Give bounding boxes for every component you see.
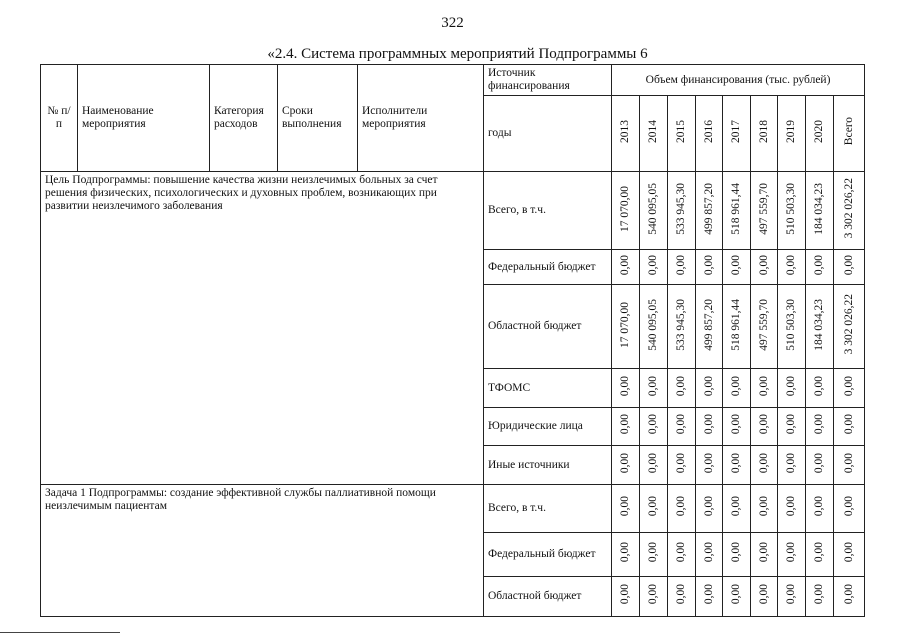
funding-value: 0,00: [730, 496, 742, 517]
funding-value-cell: [668, 172, 696, 250]
funding-source-label: ТФОМС: [484, 369, 612, 408]
funding-value: 0,00: [619, 452, 631, 474]
funding-table: [40, 64, 865, 617]
funding-value: 0,00: [702, 452, 715, 474]
table-row: [41, 172, 865, 250]
funding-value-cell: [834, 172, 865, 250]
funding-value-cell: [696, 250, 723, 285]
header-executors: Исполнители мероприятия: [358, 65, 484, 172]
header-funding-volume: Объем финансирования (тыс. рублей): [612, 65, 865, 96]
funding-value: 0,00: [785, 414, 797, 435]
funding-value: 0,00: [647, 254, 659, 276]
header-year-label: 2017: [730, 120, 742, 143]
funding-value: 0,00: [730, 414, 742, 435]
funding-value: 0,00: [702, 414, 715, 435]
funding-value-cell: [834, 533, 865, 577]
funding-value-cell: [806, 533, 834, 577]
funding-value: 0,00: [619, 414, 631, 435]
funding-value: 0,00: [730, 254, 742, 276]
funding-source-label: Областной бюджет: [484, 285, 612, 369]
funding-value: 0,00: [619, 496, 631, 517]
header-num: № п/п: [41, 65, 78, 172]
funding-value-cell: [696, 446, 723, 485]
funding-value: 0,00: [730, 584, 742, 605]
funding-value: 0,00: [785, 584, 797, 605]
header-category: Категория расходов: [210, 65, 278, 172]
funding-value: 0,00: [730, 452, 742, 474]
funding-value: 3 302 026,22: [842, 178, 855, 239]
funding-value: 0,00: [619, 542, 631, 563]
funding-value: 184 034,23: [813, 182, 825, 235]
funding-value: 0,00: [842, 375, 855, 397]
funding-value-cell: [751, 250, 778, 285]
funding-value-cell: [668, 533, 696, 577]
funding-value-cell: [723, 577, 751, 617]
funding-value: 0,00: [813, 496, 825, 517]
funding-value: 0,00: [757, 375, 770, 397]
funding-value: 0,00: [675, 584, 687, 605]
funding-value-cell: [640, 250, 668, 285]
funding-value-cell: [778, 285, 806, 369]
funding-value-cell: [640, 369, 668, 408]
funding-value: 0,00: [619, 375, 631, 397]
funding-value-cell: [723, 533, 751, 577]
funding-value: 540 095,05: [647, 182, 659, 235]
header-year: [612, 96, 640, 172]
funding-value-cell: [640, 533, 668, 577]
funding-value-cell: [696, 577, 723, 617]
header-funding-source: Источник финансирования: [484, 65, 612, 96]
header-years-label: годы: [484, 96, 612, 172]
header-year: [640, 96, 668, 172]
funding-value: 0,00: [813, 584, 825, 605]
funding-value-cell: [778, 250, 806, 285]
funding-value-cell: [612, 250, 640, 285]
funding-value-cell: [612, 577, 640, 617]
funding-value: 497 559,70: [757, 182, 770, 235]
funding-value: 0,00: [813, 414, 825, 435]
funding-value: 0,00: [675, 254, 687, 276]
header-year-label: 2013: [619, 120, 631, 143]
funding-value-cell: [751, 446, 778, 485]
funding-value: 0,00: [757, 542, 770, 563]
funding-value-cell: [723, 485, 751, 533]
funding-value-cell: [751, 577, 778, 617]
funding-value-cell: [806, 250, 834, 285]
funding-value-cell: [834, 369, 865, 408]
document-title: «2.4. Система программных мероприятий Подпрограммы 6: [267, 46, 648, 62]
funding-value-cell: [751, 369, 778, 408]
funding-value: 0,00: [842, 584, 855, 605]
funding-value-cell: [612, 172, 640, 250]
funding-value-cell: [751, 533, 778, 577]
funding-value-cell: [778, 172, 806, 250]
header-year-label: 2018: [757, 120, 770, 143]
funding-value: 0,00: [757, 452, 770, 474]
funding-value: 0,00: [757, 254, 770, 276]
funding-value-cell: [640, 485, 668, 533]
funding-value-cell: [668, 285, 696, 369]
funding-value: 0,00: [730, 542, 742, 563]
funding-value: 0,00: [702, 496, 715, 517]
funding-value: 0,00: [619, 584, 631, 605]
footer-rule: [0, 632, 120, 633]
funding-value: 0,00: [785, 496, 797, 517]
funding-value-cell: [778, 446, 806, 485]
funding-source-label: Федеральный бюджет: [484, 533, 612, 577]
funding-value-cell: [612, 533, 640, 577]
funding-value-cell: [612, 369, 640, 408]
funding-value: 0,00: [702, 375, 715, 397]
funding-value-cell: [778, 485, 806, 533]
funding-value-cell: [640, 408, 668, 446]
funding-value: 499 857,20: [702, 298, 715, 351]
funding-value: 0,00: [675, 414, 687, 435]
funding-value-cell: [806, 408, 834, 446]
header-year: [778, 96, 806, 172]
funding-value-cell: [778, 533, 806, 577]
funding-source-label: Федеральный бюджет: [484, 250, 612, 285]
funding-value-cell: [668, 250, 696, 285]
funding-value: 3 302 026,22: [842, 294, 855, 355]
funding-value-cell: [834, 285, 865, 369]
funding-value-cell: [751, 285, 778, 369]
funding-value-cell: [723, 369, 751, 408]
funding-value-cell: [723, 446, 751, 485]
funding-value-cell: [696, 172, 723, 250]
header-year: [834, 96, 865, 172]
header-year: [696, 96, 723, 172]
funding-value: 510 503,30: [785, 298, 797, 351]
funding-value-cell: [696, 533, 723, 577]
funding-value: 0,00: [785, 542, 797, 563]
funding-value: 0,00: [647, 496, 659, 517]
funding-value: 0,00: [785, 254, 797, 276]
header-name: Наименование мероприятия: [78, 65, 210, 172]
funding-value: 497 559,70: [757, 298, 770, 351]
funding-value: 0,00: [619, 254, 631, 276]
funding-value-cell: [723, 250, 751, 285]
funding-value-cell: [612, 485, 640, 533]
header-year-label: Всего: [842, 117, 855, 146]
header-year: [806, 96, 834, 172]
header-year-label: 2016: [702, 120, 715, 143]
funding-value-cell: [640, 172, 668, 250]
funding-value-cell: [806, 172, 834, 250]
page-number: 322: [441, 15, 464, 31]
funding-value-cell: [668, 408, 696, 446]
header-year: [751, 96, 778, 172]
funding-value: 0,00: [757, 496, 770, 517]
funding-value-cell: [751, 408, 778, 446]
funding-value-cell: [696, 485, 723, 533]
funding-value: 533 945,30: [675, 182, 687, 235]
funding-value-cell: [668, 577, 696, 617]
funding-value: 499 857,20: [702, 182, 715, 235]
funding-value: 0,00: [675, 375, 687, 397]
funding-value: 184 034,23: [813, 298, 825, 351]
funding-value: 0,00: [702, 254, 715, 276]
funding-value: 0,00: [730, 375, 742, 397]
funding-value-cell: [723, 172, 751, 250]
funding-value: 0,00: [813, 375, 825, 397]
funding-value-cell: [696, 408, 723, 446]
goal-description: Цель Подпрограммы: повышение качества жизни неизлечимых больных за счет решения физических, психологических и духовных проблем, возникающих при развитии неизлечимого заболевания: [41, 172, 484, 485]
funding-value: 0,00: [842, 414, 855, 435]
funding-value: 0,00: [842, 254, 855, 276]
header-year-label: 2014: [647, 120, 659, 143]
header-year-label: 2020: [813, 120, 825, 143]
funding-value-cell: [806, 577, 834, 617]
funding-value: 0,00: [785, 452, 797, 474]
funding-value: 0,00: [757, 414, 770, 435]
funding-value-cell: [612, 408, 640, 446]
funding-value: 518 961,44: [730, 182, 742, 235]
funding-value: 0,00: [647, 584, 659, 605]
funding-value: 0,00: [702, 584, 715, 605]
funding-value-cell: [751, 172, 778, 250]
task-description: Задача 1 Подпрограммы: создание эффективной службы паллиативной помощи неизлечимым пациентам: [41, 485, 484, 617]
funding-value-cell: [806, 485, 834, 533]
funding-value-cell: [612, 285, 640, 369]
funding-value: 540 095,05: [647, 298, 659, 351]
funding-value-cell: [778, 577, 806, 617]
funding-value: 0,00: [813, 452, 825, 474]
funding-value: 0,00: [647, 375, 659, 397]
funding-value: 17 070,00: [619, 185, 631, 232]
funding-value: 0,00: [702, 542, 715, 563]
funding-value-cell: [723, 408, 751, 446]
funding-value-cell: [640, 446, 668, 485]
funding-value-cell: [778, 369, 806, 408]
funding-value: 0,00: [842, 452, 855, 474]
header-year: [668, 96, 696, 172]
funding-value-cell: [834, 250, 865, 285]
funding-value-cell: [668, 446, 696, 485]
funding-value: 0,00: [675, 496, 687, 517]
funding-source-label: Всего, в т.ч.: [484, 172, 612, 250]
funding-value: 0,00: [813, 542, 825, 563]
header-year-label: 2015: [675, 120, 687, 143]
funding-value-cell: [806, 446, 834, 485]
funding-value: 533 945,30: [675, 298, 687, 351]
funding-value-cell: [806, 285, 834, 369]
funding-value-cell: [778, 408, 806, 446]
funding-source-label: Юридические лица: [484, 408, 612, 446]
funding-value-cell: [640, 577, 668, 617]
table-row: [41, 485, 865, 533]
funding-value-cell: [806, 369, 834, 408]
funding-value-cell: [751, 485, 778, 533]
funding-value: 0,00: [675, 452, 687, 474]
funding-value: 0,00: [675, 542, 687, 563]
header-terms: Сроки выполнения: [278, 65, 358, 172]
funding-value-cell: [640, 285, 668, 369]
funding-value: 510 503,30: [785, 182, 797, 235]
header-year: [723, 96, 751, 172]
funding-value: 518 961,44: [730, 298, 742, 351]
header-row-1: [41, 65, 865, 96]
funding-value: 0,00: [842, 542, 855, 563]
header-year-label: 2019: [785, 120, 797, 143]
funding-source-label: Всего, в т.ч.: [484, 485, 612, 533]
funding-value: 0,00: [757, 584, 770, 605]
funding-value-cell: [723, 285, 751, 369]
funding-value-cell: [834, 408, 865, 446]
funding-value: 0,00: [813, 254, 825, 276]
funding-value: 0,00: [647, 452, 659, 474]
funding-value-cell: [834, 577, 865, 617]
funding-value: 0,00: [785, 375, 797, 397]
funding-value-cell: [834, 485, 865, 533]
funding-value: 0,00: [647, 414, 659, 435]
funding-source-label: Иные источники: [484, 446, 612, 485]
funding-value-cell: [834, 446, 865, 485]
funding-value: 17 070,00: [619, 301, 631, 348]
funding-value-cell: [612, 446, 640, 485]
funding-value-cell: [668, 369, 696, 408]
funding-source-label: Областной бюджет: [484, 577, 612, 617]
funding-value-cell: [696, 369, 723, 408]
funding-value: 0,00: [842, 496, 855, 517]
funding-value-cell: [696, 285, 723, 369]
funding-value: 0,00: [647, 542, 659, 563]
funding-value-cell: [668, 485, 696, 533]
